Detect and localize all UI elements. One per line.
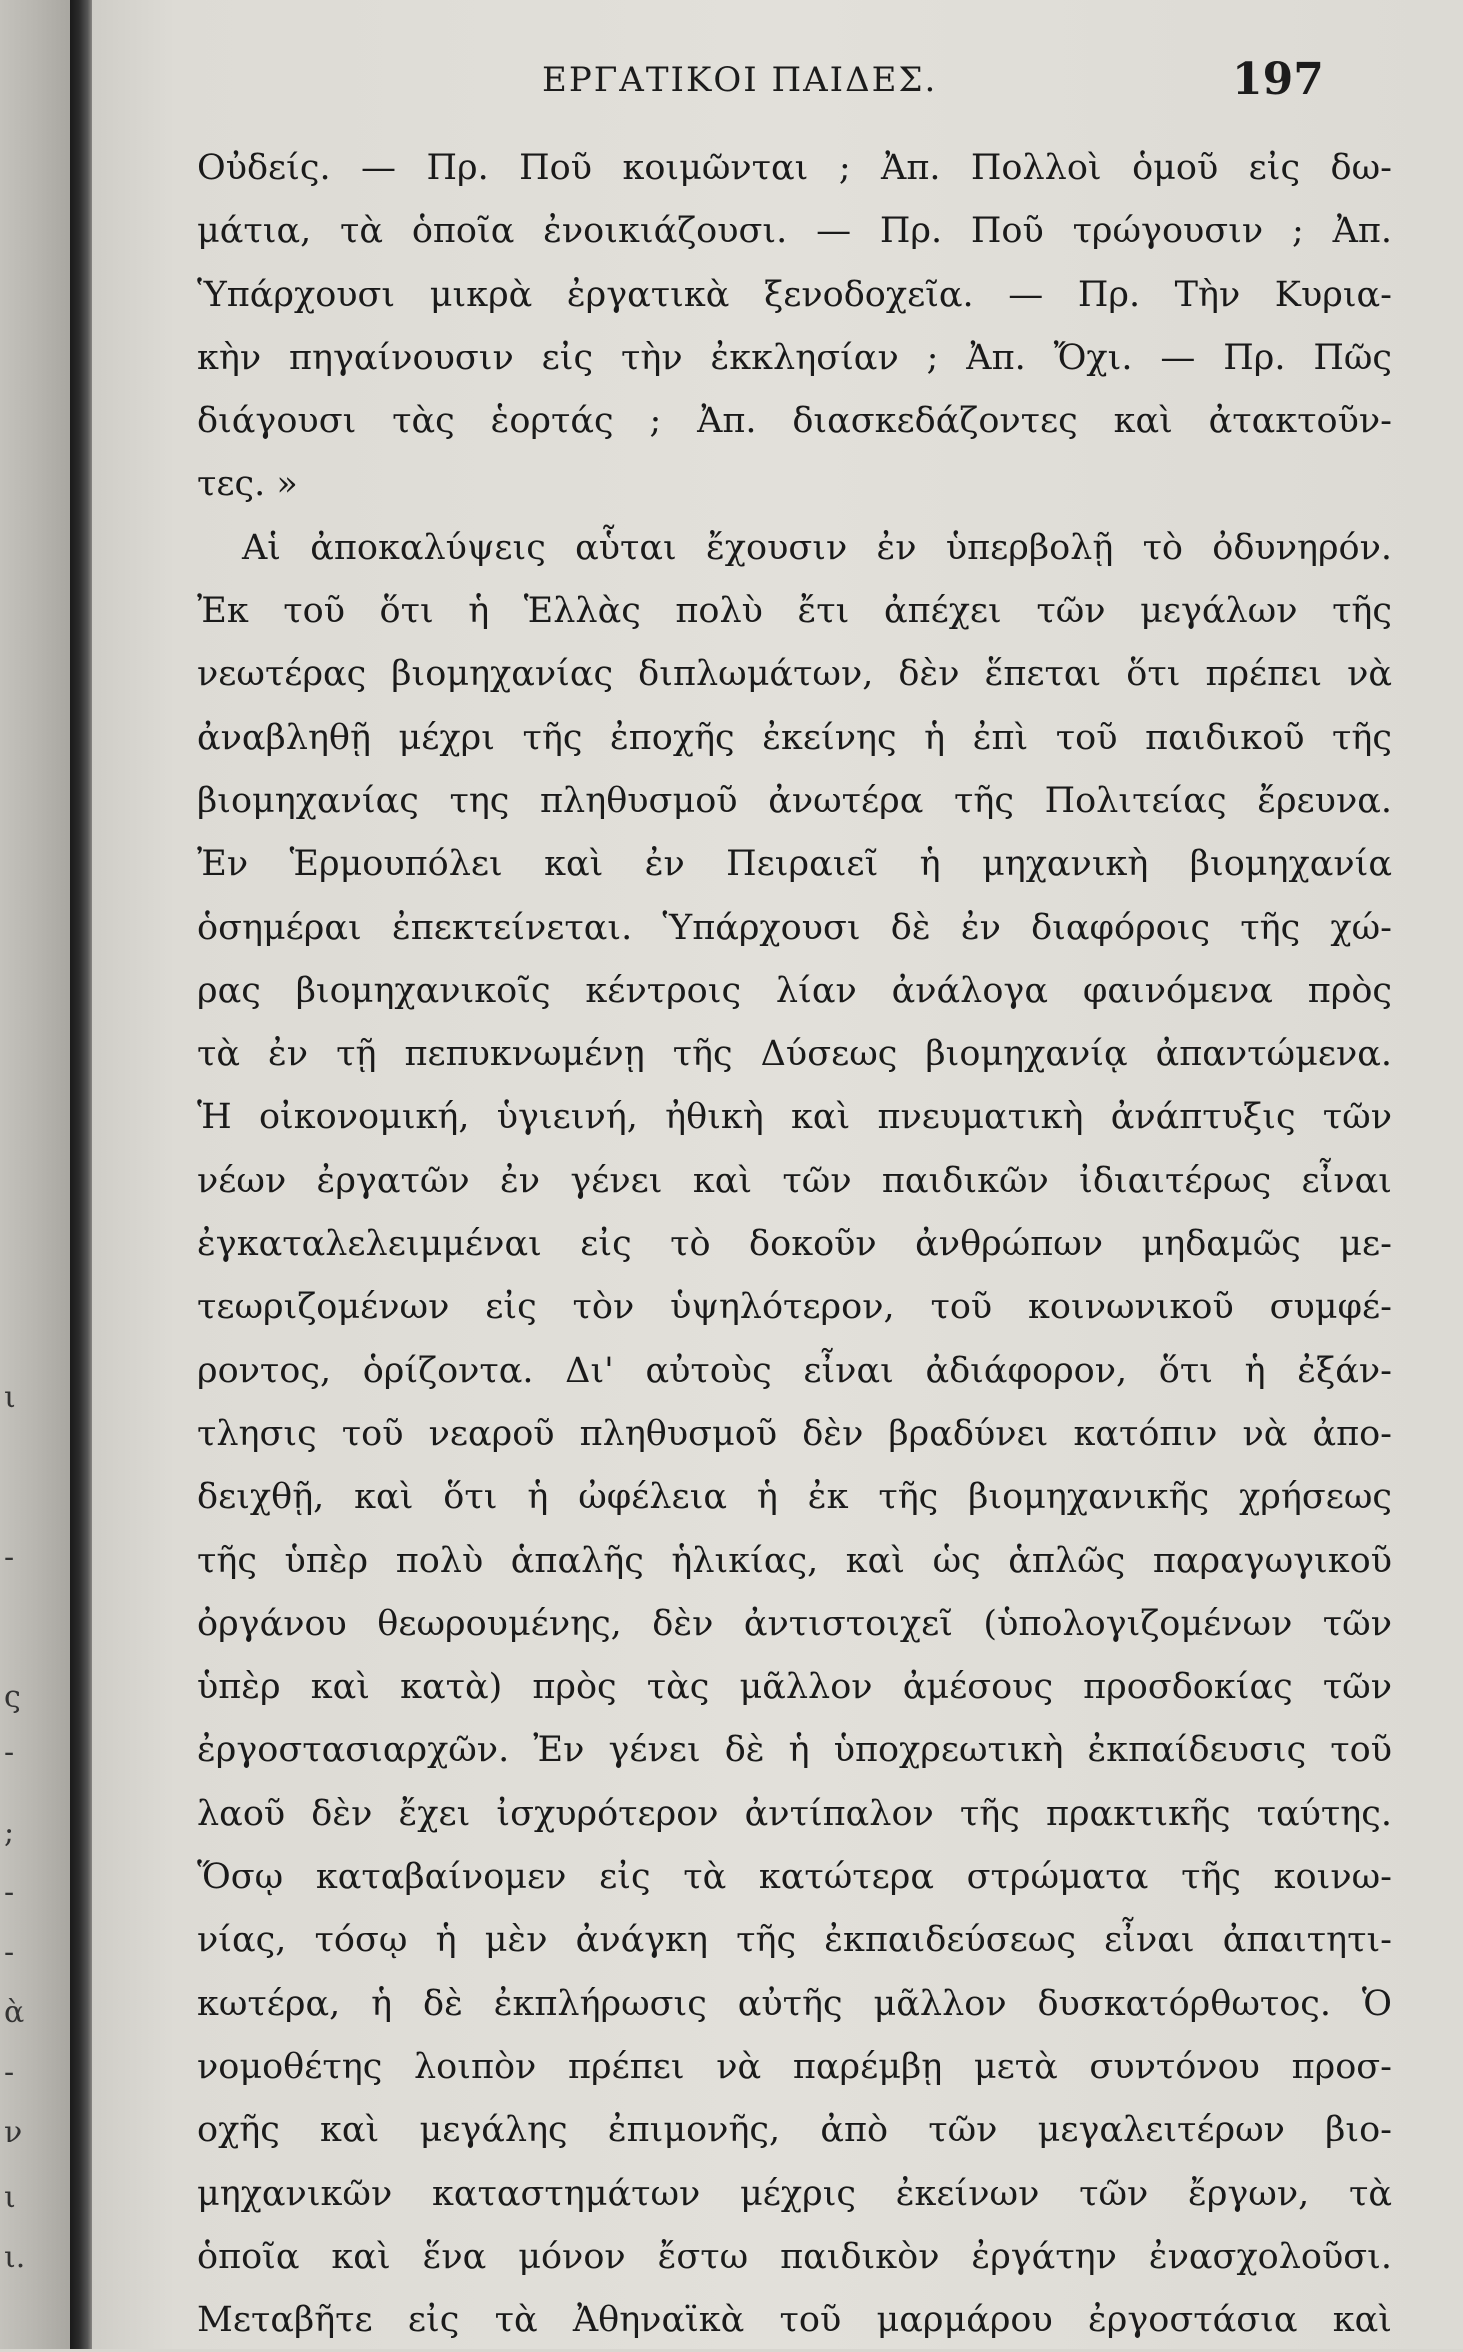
text-line: νίας, τόσῳ ἡ μὲν ἀνάγκη τῆς ἐκπαιδεύσεως εἶναι ἀπαιτητι- — [197, 1920, 1392, 1961]
text-line: τες. » — [197, 464, 298, 505]
text-line: ἀναβληθῇ μέχρι τῆς ἐποχῆς ἐκείνης ἡ ἐπὶ τοῦ παιδικοῦ τῆς — [197, 717, 1392, 758]
book-gutter — [70, 0, 92, 2349]
body-text — [197, 137, 1392, 2352]
text-line: κωτέρα, ἡ δὲ ἐκπλήρωσις αὐτῆς μᾶλλον δυσκατόρθωτος. Ὁ — [197, 1983, 1392, 2024]
margin-glyph: - — [4, 2055, 15, 2090]
margin-glyph: ι — [4, 2180, 16, 2215]
text-line: ὁσημέραι ἐπεκτείνεται. Ὑπάρχουσι δὲ ἐν διαφόροις τῆς χώ- — [197, 907, 1392, 948]
running-title: ΕΡΓΑΤΙΚΟΙ ΠΑΙΔΕΣ. — [542, 60, 938, 100]
text-line: κὴν πηγαίνουσιν εἰς τὴν ἐκκλησίαν ; Ἀπ. Ὄχι. — Πρ. Πῶς — [197, 337, 1392, 378]
text-line: Ἡ οἰκονομική, ὑγιεινή, ἠθικὴ καὶ πνευματικὴ ἀνάπτυξις τῶν — [197, 1097, 1392, 1138]
margin-glyph: ; — [4, 1815, 15, 1850]
text-line: ἐργοστασιαρχῶν. Ἐν γένει δὲ ἡ ὑποχρεωτικὴ ἐκπαίδευσις τοῦ — [197, 1730, 1392, 1771]
text-line: τῆς ὑπὲρ πολὺ ἁπαλῆς ἡλικίας, καὶ ὡς ἁπλῶς παραγωγικοῦ — [197, 1540, 1392, 1581]
text-line: μάτια, τὰ ὁποῖα ἐνοικιάζουσι. — Πρ. Ποῦ τρώγουσιν ; Ἀπ. — [197, 211, 1392, 252]
text-line: Ὅσῳ καταβαίνομεν εἰς τὰ κατώτερα στρώματα τῆς κοινω- — [197, 1857, 1392, 1898]
text-line: βιομηχανίας της πληθυσμοῦ ἀνωτέρα τῆς Πολιτείας ἔρευνα. — [197, 780, 1392, 821]
text-line: ὑπὲρ καὶ κατὰ) πρὸς τὰς μᾶλλον ἀμέσους προσδοκίας τῶν — [197, 1667, 1392, 1708]
margin-glyph: - — [4, 1935, 15, 1970]
text-line: ρας βιομηχανικοῖς κέντροις λίαν ἀνάλογα φαινόμενα πρὸς — [197, 970, 1392, 1011]
text-line: τὰ ἐν τῇ πεπυκνωμένῃ τῆς Δύσεως βιομηχανίᾳ ἀπαντώμενα. — [197, 1034, 1392, 1075]
text-line: λαοῦ δὲν ἔχει ἰσχυρότερον ἀντίπαλον τῆς πρακτικῆς ταύτης. — [197, 1793, 1392, 1834]
text-line: τεωριζομένων εἰς τὸν ὑψηλότερον, τοῦ κοινωνικοῦ συμφέ- — [197, 1287, 1392, 1328]
text-line: διάγουσι τὰς ἑορτάς ; Ἀπ. διασκεδάζοντες καὶ ἀτακτοῦν- — [197, 401, 1392, 442]
text-line: μηχανικῶν καταστημάτων μέχρις ἐκείνων τῶν ἔργων, τὰ — [197, 2173, 1392, 2214]
margin-glyphs — [4, 0, 44, 2349]
running-header — [92, 50, 1463, 110]
margin-glyph: ι. — [4, 2240, 26, 2275]
text-line: ὁποῖα καὶ ἕνα μόνον ἔστω παιδικὸν ἐργάτην ἐνασχολοῦσι. — [197, 2236, 1392, 2277]
margin-glyph: ν — [4, 2115, 23, 2150]
margin-glyph: - — [4, 1735, 15, 1770]
left-margin — [0, 0, 70, 2349]
text-line: Οὐδείς. — Πρ. Ποῦ κοιμῶνται ; Ἀπ. Πολλοὶ ὁμοῦ εἰς δω- — [197, 148, 1392, 188]
margin-glyph: ς — [4, 1680, 21, 1715]
text-line: νομοθέτης λοιπὸν πρέπει νὰ παρέμβῃ μετὰ συντόνου προσ- — [197, 2046, 1392, 2087]
text-line: Ὑπάρχουσι μικρὰ ἐργατικὰ ξενοδοχεῖα. — Πρ. Τὴν Κυρια- — [197, 274, 1392, 315]
page-number: 197 — [1232, 54, 1324, 105]
text-line: Μεταβῆτε εἰς τὰ Ἀθηναϊκὰ τοῦ μαρμάρου ἐργοστάσια καὶ — [197, 2300, 1392, 2341]
book-page — [92, 0, 1463, 2349]
margin-glyph: - — [4, 1540, 15, 1575]
text-line: νεωτέρας βιομηχανίας διπλωμάτων, δὲν ἕπεται ὅτι πρέπει νὰ — [197, 654, 1392, 695]
text-line: Αἱ ἀποκαλύψεις αὗται ἔχουσιν ἐν ὑπερβολῇ τὸ ὀδυνηρόν. — [242, 527, 1392, 568]
margin-glyph: - — [4, 1875, 15, 1910]
text-line: δειχθῇ, καὶ ὅτι ἡ ὠφέλεια ἡ ἐκ τῆς βιομηχανικῆς χρήσεως — [197, 1477, 1392, 1518]
text-line: τλησις τοῦ νεαροῦ πληθυσμοῦ δὲν βραδύνει κατόπιν νὰ ἀπο- — [197, 1413, 1392, 1454]
text-line: οχῆς καὶ μεγάλης ἐπιμονῆς, ἀπὸ τῶν μεγαλειτέρων βιο- — [197, 2110, 1392, 2151]
text-line: ροντος, ὁρίζοντα. Δι' αὐτοὺς εἶναι ἀδιάφορον, ὅτι ἡ ἐξάν- — [197, 1350, 1392, 1391]
text-line: ἐγκαταλελειμμέναι εἰς τὸ δοκοῦν ἀνθρώπων μηδαμῶς με- — [197, 1224, 1392, 1265]
text-line: ὀργάνου θεωρουμένης, δὲν ἀντιστοιχεῖ (ὑπολογιζομένων τῶν — [197, 1603, 1392, 1644]
margin-glyph: ὰ — [4, 1995, 25, 2030]
text-line: Ἐκ τοῦ ὅτι ἡ Ἑλλὰς πολὺ ἔτι ἀπέχει τῶν μεγάλων τῆς — [197, 591, 1392, 632]
text-line: Ἐν Ἑρμουπόλει καὶ ἐν Πειραιεῖ ἡ μηχανικὴ βιομηχανία — [197, 844, 1392, 885]
margin-glyph: ι — [4, 1380, 16, 1415]
text-line: νέων ἐργατῶν ἐν γένει καὶ τῶν παιδικῶν ἰδιαιτέρως εἶναι — [197, 1160, 1392, 1201]
